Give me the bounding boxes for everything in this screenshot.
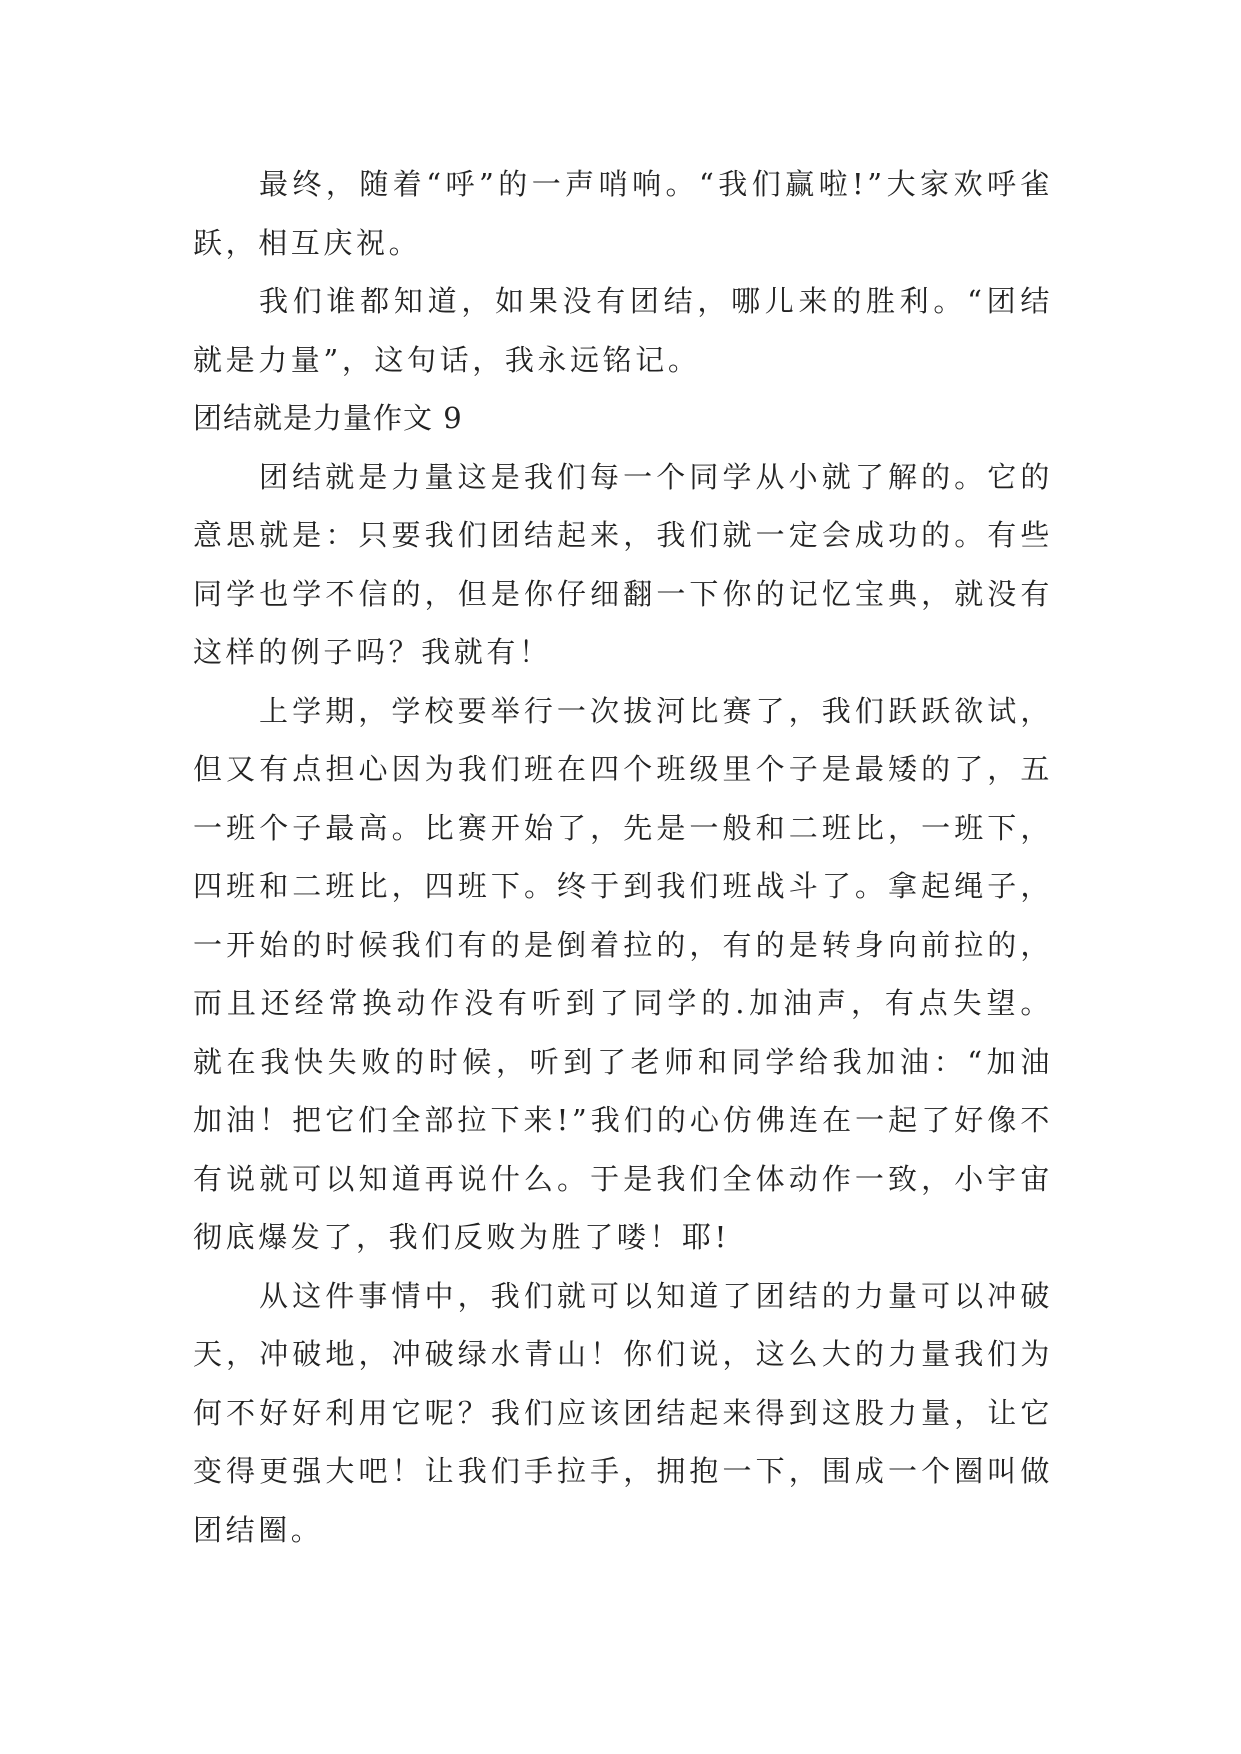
document-body (193, 155, 1053, 1559)
paragraph-tug-of-war: 上学期，学校要举行一次拔河比赛了，我们跃跃欲试，但又有点担心因为我们班在四个班级里个子是最矮的了，五一班个子最高。比赛开始了，先是一般和二班比，一班下，四班和二班比，四班下。终于到我们班战斗了。拿起绳子，一开始的时候我们有的是倒着拉的，有的是转身向前拉的，而且还经常换动作没有听到了同学的.加油声，有点失望。就在我快失败的时候，听到了老师和同学给我加油：“加油加油！把它们全部拉下来!”我们的心仿佛连在一起了好像不有说就可以知道再说什么。于是我们全体动作一致，小宇宙彻底爆发了，我们反败为胜了喽！耶! (193, 693, 1053, 1254)
paragraph-conclusion: 从这件事情中，我们就可以知道了团结的力量可以冲破天，冲破地，冲破绿水青山！你们说，这么大的力量我们为何不好好利用它呢？我们应该团结起来得到这股力量，让它变得更强大吧！让我们手拉手，拥抱一下，围成一个圈叫做团结圈。 (193, 1278, 1053, 1547)
paragraph-unity-remember: 我们谁都知道，如果没有团结，哪儿来的胜利。“团结就是力量”，这句话，我永远铭记。 (193, 284, 1053, 377)
paragraph-victory: 最终，随着“呼”的一声哨响。“我们赢啦!”大家欢呼雀跃，相互庆祝。 (193, 167, 1053, 260)
essay-heading: 团结就是力量作文 9 (193, 401, 463, 435)
paragraph-intro: 团结就是力量这是我们每一个同学从小就了解的。它的意思就是：只要我们团结起来，我们就一定会成功的。有些同学也学不信的，但是你仔细翻一下你的记忆宝典，就没有这样的例子吗？我就有！ (193, 459, 1053, 669)
